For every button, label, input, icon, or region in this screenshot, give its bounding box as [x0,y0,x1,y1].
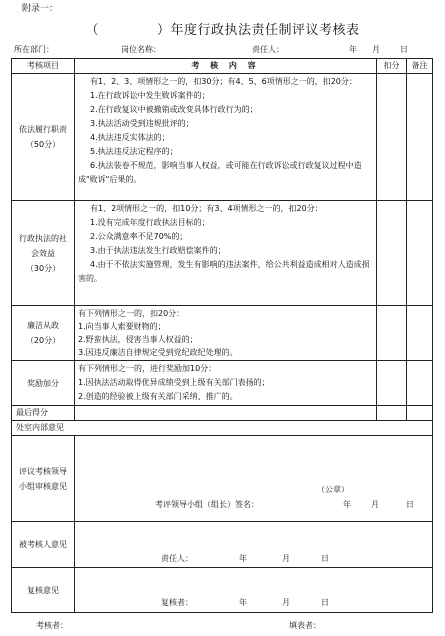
review-group-year: 年 [343,500,351,509]
deduction-cell[interactable] [377,74,407,201]
remark-cell[interactable] [407,361,433,406]
header-row [12,59,433,74]
category-duty-title: 依法履行职责 [19,125,67,134]
header-content: 考 核 内 容 [75,59,377,74]
assessee-signer: 责任人： [161,554,193,563]
remark-cell[interactable] [407,306,433,361]
recheck-row [12,568,433,613]
review-group-row [12,436,433,522]
header-remark: 备注 [407,59,433,74]
assessment-table [11,58,433,613]
deduction-cell[interactable] [377,201,407,306]
header-item: 考核项目 [12,59,75,74]
appendix-label: 附录一： [22,4,59,14]
recheck-signer: 复核者： [161,598,193,607]
category-duty-score: （50分） [25,140,61,149]
remark-cell[interactable] [407,201,433,306]
title-open-paren: （ [85,23,99,38]
page-title [0,19,445,38]
review-group-label-line2: 小组审核意见 [19,481,67,491]
deduction-cell[interactable] [377,361,407,406]
content-line: 5.执法违反法定程序的； [90,147,178,156]
category-bonus: 奖励加分 [12,361,75,406]
content-line: 有下列情形之一的，扣20分： [78,309,185,318]
assessee-label: 被考核人意见 [12,522,75,568]
internal-opinion-label: 处室内部意见 [12,421,433,436]
meta-day: 日 [400,45,408,54]
content-integrity [75,306,377,361]
title-text: ）年度行政执法责任制评议考核表 [157,23,360,38]
final-score-value[interactable] [75,406,377,421]
review-group-label [12,436,75,522]
final-score-row [12,406,433,421]
meta-year: 年 [349,45,357,54]
recheck-day: 日 [321,598,329,607]
responsible-label: 责任人： [252,45,284,54]
section-row-integrity [12,306,433,361]
content-bonus [75,361,377,406]
recheck-opinion[interactable] [75,568,433,613]
content-duty [75,74,377,201]
category-integrity-title: 廉洁从政 [27,321,59,330]
deduction-cell[interactable] [377,306,407,361]
department-label: 所在部门： [14,45,54,54]
category-social-title: 行政执法的社 [19,233,67,243]
review-group-day: 日 [406,500,414,509]
review-group-month: 月 [371,500,379,509]
assessee-year: 年 [239,554,247,563]
content-line: 2.野蛮执法，侵害当事人权益的； [78,335,198,344]
category-duty [12,74,75,201]
content-line: 3.因违反廉洁自律规定受到党纪政纪处理的。 [78,348,238,357]
assessee-month: 月 [282,554,290,563]
category-social [12,201,75,306]
content-line: 2.公众满意率不足70%的； [90,232,188,241]
review-group-signer: 考评领导小组（组长）签名： [155,500,259,509]
content-line: 有下列情形之一的，进行奖励加10分： [78,364,217,373]
review-group-opinion[interactable] [75,436,433,522]
category-integrity-score: （20分） [25,336,61,345]
content-line: 1.在行政诉讼中发生败诉案件的； [90,91,210,100]
examiner-label: 考核者： [36,621,68,630]
content-line: 2.创造的经验被上级有关部门采纳、推广的。 [78,392,238,401]
final-score-label: 最后得分 [12,406,75,421]
content-line: 有1、2、3、项情形之一的，扣30分；有4、5、6项情形之一的，扣20分： [90,77,357,86]
remark-cell[interactable] [407,74,433,201]
final-score-deduction[interactable] [377,406,407,421]
header-deduction: 扣分 [377,59,407,74]
content-social [75,201,377,306]
section-row-bonus [12,361,433,406]
final-score-remark[interactable] [407,406,433,421]
assessee-day: 日 [321,554,329,563]
recheck-year: 年 [239,598,247,607]
content-line: 1.向当事人索要财物的； [78,322,166,331]
meta-month: 月 [372,45,380,54]
category-social-title-2: 会效益 [31,248,55,258]
official-seal-text: （公章） [317,485,349,494]
category-integrity [12,306,75,361]
review-group-label-line1: 评议考核领导 [19,466,67,476]
assessee-row [12,522,433,568]
content-line: 3.执法活动受到违规批评的； [90,119,194,128]
recheck-label: 复核意见 [12,568,75,613]
content-line: 有1、2项情形之一的，扣10分；有3、4项情形之一的，扣20分： [90,204,323,213]
recheck-month: 月 [282,598,290,607]
section-row-duty [12,74,433,201]
internal-opinion-row [12,421,433,436]
content-line: 2.在行政复议中被撤销或改变具体行政行为的； [90,105,258,114]
content-line: 4.由于不依法实施管理，发生有影响的违法案件，给公共利益造成相对人造成损害的。 [78,260,370,283]
content-line: 1.没有完成年度行政执法目标的； [90,218,210,227]
category-social-score: （30分） [25,263,61,273]
content-line: 6.执法装卷不规范，影响当事人权益，或可能在行政诉讼或行政复议过程中造成"败诉"后果的。 [78,161,362,184]
content-line: 1.因执法活动取得优异成绩受到上级有关部门表扬的； [78,378,270,387]
content-line: 4.执法违反实体法的； [90,133,170,142]
section-row-social [12,201,433,306]
recorder-label: 填表者： [289,621,321,630]
content-line: 3.由于执法违法发生行政赔偿案件的； [90,246,226,255]
assessee-opinion[interactable] [75,522,433,568]
position-label: 岗位名称： [121,45,161,54]
